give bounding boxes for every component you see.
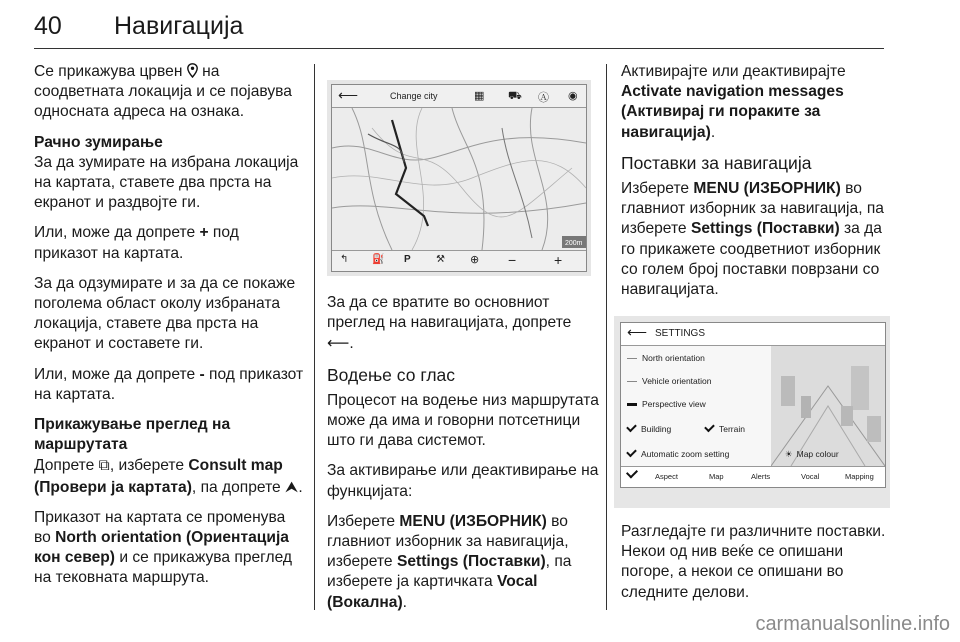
page-header <box>34 4 924 48</box>
settings-paragraph: Изберете MENU (ИЗБОРНИК) во главниот изборник за навигација, па изберете Settings (Поставки) за да го прикажете соодветниот изборник со голем број поставки поврзани со навигацијата. <box>621 180 884 299</box>
back-paragraph: За да се вратите во основниот преглед на навигацијата, допрете ⟵. <box>327 294 572 353</box>
explore-paragraph: Разгледајте ги различните поставки. Некои од нив веќе се опишани погоре, а некои се опишани во следните делови. <box>621 523 886 601</box>
voice-heading: Водење со глас <box>327 364 456 385</box>
voice-paragraph-2: За активирање или деактивирање на функцијата: <box>327 462 599 500</box>
settings-screen <box>620 322 886 488</box>
map-view[interactable] <box>332 108 586 250</box>
header-rule <box>34 48 884 49</box>
settings-screen-figure <box>614 316 890 508</box>
map-screen-title: Change city <box>390 91 438 101</box>
perspective-map-preview <box>771 346 885 466</box>
route-paragraph-1: Допрете ⧉, изберете Consult map (Провери ја картата), па допрете ⮝. <box>34 456 303 496</box>
zoom-in-button[interactable]: + <box>554 252 563 268</box>
route-icon[interactable]: ↰ <box>340 254 349 265</box>
navigation-arrow-icon[interactable]: Ⓐ <box>538 91 549 104</box>
zoom-heading: Рачно зумирање <box>34 133 163 151</box>
activate-paragraph: Активирајте или деактивирајте Activate navigation messages (Активирај ги пораките за навигација). <box>621 63 846 141</box>
left-column <box>34 62 306 599</box>
zoom-out-button[interactable]: − <box>508 252 517 268</box>
tab-vocal[interactable]: Vocal <box>801 472 820 481</box>
settings-top-bar <box>621 323 885 346</box>
column-divider-1 <box>314 64 315 610</box>
back-arrow-icon[interactable]: ⟵ <box>338 87 359 103</box>
route-heading: Прикажување преглед на маршрутата <box>34 416 231 454</box>
map-top-bar <box>332 85 586 108</box>
settings-title: SETTINGS <box>655 328 706 339</box>
voice-paragraph-3: Изберете MENU (ИЗБОРНИК) во главниот изборник за навигација, изберете Settings (Поставки), па изберете ја картичката Vocal (Вокална). <box>327 512 572 611</box>
tab-aspect[interactable]: Aspect <box>655 472 678 481</box>
setting-perspective-view[interactable]: Perspective view <box>627 399 706 409</box>
zoom-paragraph-2: Или, може да допрете + под приказот на картата. <box>34 224 239 262</box>
parking-icon[interactable]: P <box>404 254 411 265</box>
poi-icon[interactable]: ◉ <box>568 89 578 102</box>
center-target-icon[interactable]: ⊕ <box>470 253 480 266</box>
settings-heading: Поставки за навигација <box>621 152 812 173</box>
zoom-paragraph-3: За да одзумирате и за да се покаже поголема област околу избраната локација, ставете два прста на екранот и составете ги. <box>34 274 296 353</box>
tab-mapping[interactable]: Mapping <box>845 472 874 481</box>
map-bottom-bar <box>332 250 586 271</box>
settings-back-arrow-icon[interactable]: ⟵ <box>627 324 648 340</box>
service-icon[interactable]: ⚒ <box>436 254 445 265</box>
right-column <box>621 62 893 310</box>
setting-north-orientation[interactable]: North orientation <box>627 353 705 363</box>
minus-symbol: - <box>199 365 205 383</box>
map-pin-icon <box>187 63 198 78</box>
fuel-icon[interactable]: ⛽ <box>372 254 385 265</box>
sun-icon: ☀ <box>785 450 793 460</box>
pin-paragraph: Се прикажува црвен на соодветната локација и се појавува односната адреса на ознака. <box>34 63 292 121</box>
back-arrow-symbol: ⟵ <box>327 334 350 353</box>
watermark: carmanualsonline.info <box>755 613 950 635</box>
confirm-check-icon[interactable] <box>627 470 642 480</box>
zoom-paragraph-1: За да зумирате на избрана локација на картата, ставете два прста на екранот и раздвојте ги. <box>34 153 299 212</box>
setting-vehicle-orientation[interactable]: Vehicle orientation <box>627 376 711 386</box>
page-number: 40 <box>34 12 62 40</box>
middle-column-text <box>327 293 599 623</box>
route-overview-icon: ⮝ <box>285 477 299 496</box>
setting-map-colour[interactable]: ☀ Map colour <box>785 449 839 460</box>
tab-alerts[interactable]: Alerts <box>751 472 771 481</box>
setting-terrain[interactable]: Terrain <box>705 424 745 434</box>
route-paragraph-2: Приказот на картата се променува во North orientation (Ориентација кон север) и се прикажува преглед на тековната маршрута. <box>34 508 293 587</box>
setting-automatic-zoom[interactable]: Automatic zoom setting <box>627 449 729 459</box>
zoom-paragraph-4: Или, може да допрете - под приказот на картата. <box>34 365 304 403</box>
settings-tab-bar <box>621 466 885 487</box>
page-title: Навигација <box>114 12 244 40</box>
map-scale-label: 200m <box>565 240 583 247</box>
column-divider-2 <box>606 64 607 610</box>
plus-symbol: + <box>199 224 209 242</box>
traffic-icon[interactable]: ▦ <box>474 89 485 102</box>
voice-paragraph-1: Процесот на водење низ маршрутата може да има и говорни потсетници што ги дава системот. <box>327 391 599 450</box>
car-icon[interactable]: ⛟ <box>508 89 522 102</box>
right-column-bottom <box>621 522 893 613</box>
tab-map[interactable]: Map <box>709 472 724 481</box>
setting-building[interactable]: Building <box>627 424 671 434</box>
map-screen-figure <box>327 80 591 276</box>
route-options-icon: ⧉ <box>98 456 110 475</box>
map-screen <box>331 84 587 272</box>
